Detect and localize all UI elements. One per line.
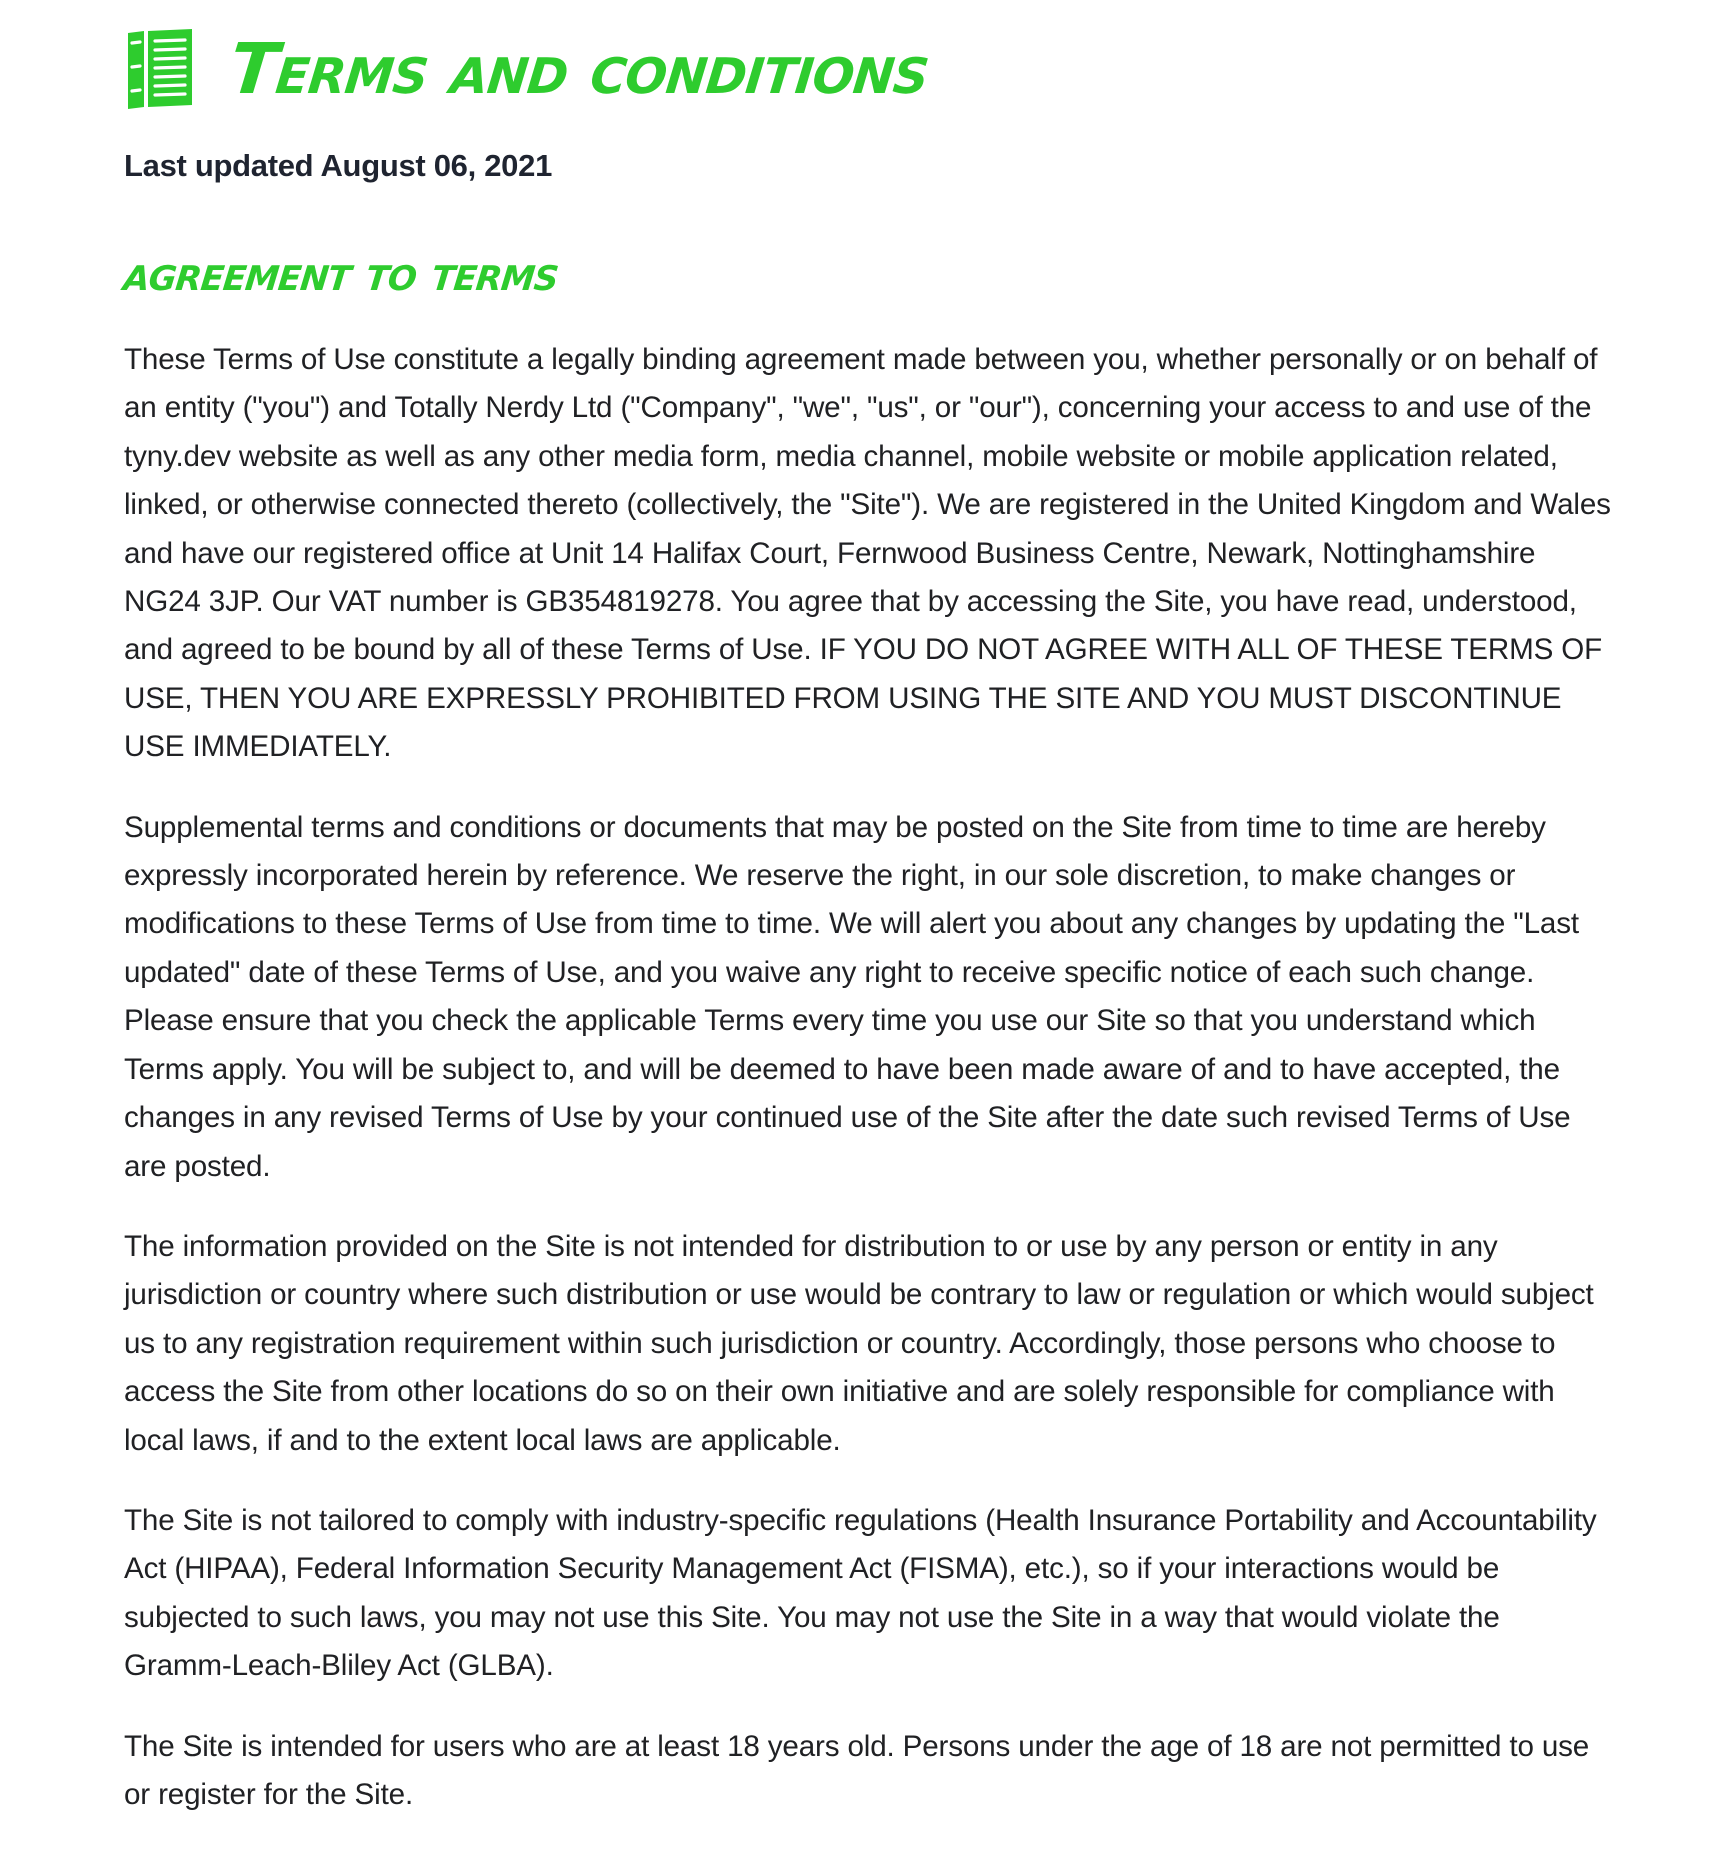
section-heading-agreement: agreement to terms	[121, 246, 561, 302]
terms-page	[121, 0, 1614, 1819]
page-title: Terms and conditions	[225, 28, 933, 110]
title-row	[124, 4, 1614, 134]
paragraph: Supplemental terms and conditions or documents that may be posted on the Site from time to time are hereby expressly incorporated herein by reference. We reserve the right, in our sole discretion, to make changes or modifications to these Terms of Use from time to time. We will alert you about any changes by updating the "Last updated" date of these Terms of Use, and you waive any right to receive specific notice of each such change. Please ensure that you check the applicable Terms every time you use our Site so that you understand which Terms apply. You will be subject to, and will be deemed to have been made aware of and to have accepted, the changes in any revised Terms of Use by your continued use of the Site after the date such revised Terms of Use are posted.	[124, 810, 1579, 1183]
document-icon	[124, 27, 196, 111]
last-updated-date: Last updated August 06, 2021	[124, 148, 553, 183]
paragraph: The information provided on the Site is not intended for distribution to or use by any person or entity in any jurisdiction or country where such distribution or use would be contrary to law or regulation or which would subject us to any registration requirement within such jurisdiction or country. Accordingly, those persons who choose to access the Site from other locations do so on their own initiative and are solely responsible for compliance with local laws, if and to the extent local laws are applicable.	[124, 1229, 1594, 1457]
paragraph: The Site is not tailored to comply with industry-specific regulations (Health Insurance Portability and Accountability Act (HIPAA), Federal Information Security Management Act (FISMA), etc.), so if your interactions would be subjected to such laws, you may not use this Site. You may not use the Site in a way that would violate the Gramm-Leach-Bliley Act (GLBA).	[124, 1503, 1597, 1683]
paragraph: The Site is intended for users who are at least 18 years old. Persons under the age of 18 are not permitted to use or register for the Site.	[124, 1729, 1590, 1811]
paragraph: These Terms of Use constitute a legally binding agreement made between you, whether personally or on behalf of an entity ("you") and Totally Nerdy Ltd ("Company", "we", "us", or "our"), concerning your access to and use of the tyny.dev website as well as any other media form, media channel, mobile website or mobile application related, linked, or otherwise connected thereto (collectively, the "Site"). We are registered in the United Kingdom and Wales and have our registered office at Unit 14 Halifax Court, Fernwood Business Centre, Newark, Nottinghamshire NG24 3JP. Our VAT number is GB354819278. You agree that by accessing the Site, you have read, understood, and agreed to be bound by all of these Terms of Use. IF YOU DO NOT AGREE WITH ALL OF THESE TERMS OF USE, THEN YOU ARE EXPRESSLY PROHIBITED FROM USING THE SITE AND YOU MUST DISCONTINUE USE IMMEDIATELY.	[124, 343, 1611, 764]
